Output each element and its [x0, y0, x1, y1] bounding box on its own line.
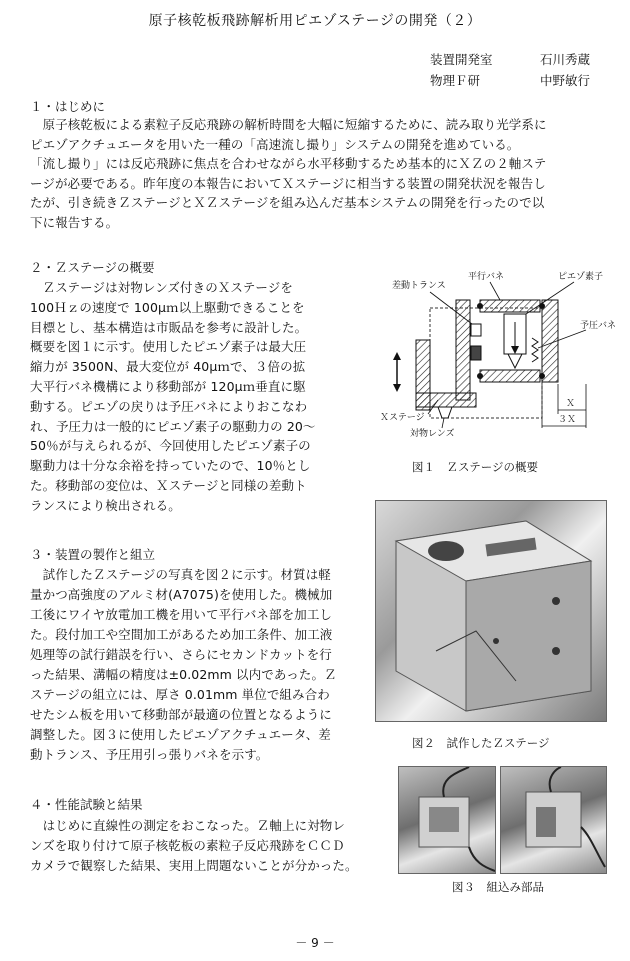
section-2-line: れ、予圧力は一般的にピエゾ素子の駆動力の 20～ — [30, 418, 316, 434]
section-1-line: 下に報告する。 — [30, 214, 119, 230]
section-4-line: ンズを取り付けて原子核乾板の素粒子反応飛跡をＣＣＤ — [30, 838, 345, 853]
piezo-tip — [508, 354, 522, 368]
section-3-line: 量かつ高強度のアルミ材(A7075)を使用した。機械加 — [30, 587, 333, 602]
section-3-line: 工後にワイヤ放電加工機を用いて平行バネ部を加工し — [30, 607, 333, 622]
figure-2-caption: 図２ 試作したＺステージ — [412, 736, 550, 750]
author-1-affiliation: 装置開発室 — [430, 52, 493, 67]
figure-3-left-illustration — [399, 767, 495, 873]
section-2-line: 動する。ピエゾの戻りは予圧バネによりおこなわ — [30, 398, 308, 414]
diff-transformer-coil — [471, 324, 481, 336]
figure-3-caption: 図３ 組込み部品 — [452, 880, 544, 894]
section-2-line: 駆動力は十分な余裕を持っていたので、10％とし — [30, 458, 311, 474]
section-1-line: 「流し撮り」には反応飛跡に焦点を合わせながら水平移動するため基本的にＸＺの２軸ステ — [30, 156, 547, 171]
section-4-line: はじめに直線性の測定をおこなった。Ｚ軸上に対物レ — [30, 818, 346, 833]
section-2-line: 大平行バネ機構により移動部が 120μｍ垂直に駆 — [30, 378, 306, 394]
diff-transformer-core — [471, 346, 481, 360]
label-objective: 対物レンズ — [410, 429, 455, 439]
section-1-line: ピエゾアクチュエータを用いた一種の「高速流し撮り」システムの開発を進めている。 — [30, 136, 520, 152]
bottom-spring-bar — [480, 370, 540, 382]
figure-3-right-illustration — [501, 767, 606, 873]
section-3-body — [30, 565, 365, 765]
x-stage-base — [416, 393, 476, 407]
section-2-heading: ２・Ｚステージの概要 — [30, 260, 155, 275]
section-1-body — [30, 115, 547, 232]
section-3-line: 処理等の試行錯誤を行い、さらにセカンドカットを行 — [30, 647, 332, 662]
preload-spring — [532, 338, 538, 362]
figure-3-photo-left — [398, 766, 496, 874]
label-piezo: ピエゾ素子 — [558, 272, 604, 282]
section-4-heading: ４・性能試験と結果 — [30, 797, 143, 812]
label-preload-spring: 予圧バネ — [580, 321, 617, 331]
figure-2-illustration — [376, 501, 606, 721]
label-x-stage: Ｘステージ — [380, 413, 425, 423]
section-3-heading: ３・装置の製作と組立 — [30, 547, 156, 562]
section-1-line: たが、引き続きＺステージとＸＺステージを組み込んだ基本システムの開発を行ったので以 — [30, 195, 545, 210]
section-4-body — [30, 816, 380, 876]
objective-lens — [438, 407, 452, 418]
label-parallel-spring: 平行バネ — [468, 272, 505, 282]
section-2-line: 概要を図１に示す。使用したピエゾ素子は最大圧 — [30, 339, 307, 355]
section-3-line: 試作したＺステージの写真を図２に示す。材質は軽 — [30, 567, 331, 582]
label-3x: ３Ｘ — [558, 415, 577, 425]
author-2-name: 中野敏行 — [540, 73, 591, 88]
section-3-line: ステージの組立には、厚さ 0.01mm 単位で組み合わ — [30, 687, 330, 702]
section-2-line: た。移動部の変位は、Ｘステージと同様の差動ト — [30, 477, 307, 493]
pivot-dot — [477, 373, 483, 379]
section-2-body — [30, 278, 360, 516]
pivot-dot — [477, 303, 483, 309]
figure-3-photo-right — [500, 766, 607, 874]
page-number: － 9 － — [295, 936, 335, 950]
pivot-dot — [539, 303, 545, 309]
arrow-down-head — [393, 384, 401, 392]
author-1-name: 石川秀蔵 — [540, 52, 591, 67]
section-4-line: カメラで観察した結果、実用上問題ないことが分かった。 — [30, 858, 358, 873]
section-2-line: ランスにより検出される。 — [30, 497, 181, 513]
author-2-affiliation: 物理Ｆ研 — [430, 73, 481, 88]
section-3-line: た。段付加工や空間加工があるため加工条件、加工液 — [30, 627, 333, 642]
section-2-line: 縮力が 3500N、最大変位が 40μｍで、３倍の拡 — [30, 359, 306, 375]
figure-1-diagram — [372, 268, 622, 458]
pivot-dot — [539, 373, 545, 379]
section-3-line: せたシム板を用いて移動部が最適の位置となるように — [30, 707, 332, 722]
section-1-line: 原子核乾板による素粒子反応飛跡の解析時間を大幅に短縮するために、読み取り光学系に — [30, 117, 547, 132]
section-3-line: 動トランス、予圧用引っ張りバネを示す。 — [30, 747, 269, 762]
label-x: Ｘ — [566, 399, 576, 409]
left-plate — [456, 300, 470, 400]
section-2-line: Ｚステージは対物レンズ付きのＸステージを — [30, 280, 293, 295]
figure-2-photo — [375, 500, 607, 722]
section-2-line: 100Ｈｚの速度で 100μｍ以上駆動できることを — [30, 299, 305, 315]
section-1-heading: １・はじめに — [30, 99, 106, 114]
page-title: 原子核乾板飛跡解析用ピエゾステージの開発（２） — [148, 13, 482, 29]
section-3-line: った結果、溝幅の精度は±0.02mm 以内であった。Ｚ — [30, 667, 337, 682]
section-2-line: 目標とし、基本構造は市販品を参考に設計した。 — [30, 319, 308, 335]
figure-1-caption: 図１ Ｚステージの概要 — [412, 460, 539, 474]
section-1-line: ージが必要である。昨年度の本報告においてＸステージに相当する装置の開発状況を報告し — [30, 175, 546, 191]
label-diff-transformer: 差動トランス — [392, 281, 446, 291]
section-3-line: 調整した。図３に使用したピエゾアクチュエータ、差 — [30, 727, 331, 742]
arrow-up-head — [393, 352, 401, 360]
section-2-line: 50％が与えられるが、今回使用したピエゾ素子の — [30, 438, 311, 454]
leader-line — [442, 418, 444, 428]
leader-line — [490, 282, 500, 300]
